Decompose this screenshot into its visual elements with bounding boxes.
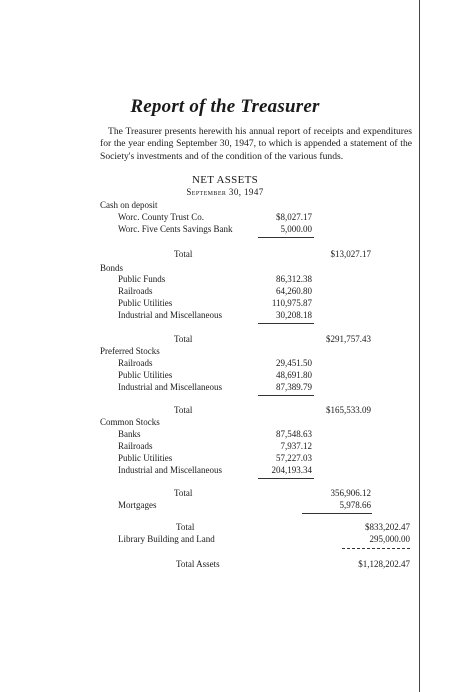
total-label: Total xyxy=(174,249,193,259)
row-value: 7,937.12 xyxy=(280,441,312,451)
row-value: 5,000.00 xyxy=(280,224,312,234)
subtotal-rule xyxy=(258,395,314,396)
table-row-total xyxy=(0,521,450,533)
net-assets-date: September 30, 1947 xyxy=(186,187,264,197)
subtotal-rule xyxy=(258,237,314,238)
table-row xyxy=(0,297,450,309)
row-label: Library Building and Land xyxy=(118,534,215,544)
common-section-label: Common Stocks xyxy=(100,417,160,427)
report-intro: The Treasurer presents herewith his annual report of receipts and expenditures for the year ending September 30, 1947, to which is appended a statement of the Society's investments and of the condition of the various funds. xyxy=(100,126,412,162)
table-row xyxy=(0,381,450,393)
row-label: Banks xyxy=(118,429,141,439)
row-label: Industrial and Miscellaneous xyxy=(118,310,222,320)
row-value: 87,548.63 xyxy=(276,429,312,439)
table-row-total xyxy=(0,404,450,416)
cash-section-label: Cash on deposit xyxy=(100,200,158,210)
subtotal-rule xyxy=(302,513,372,514)
total-value: $13,027.17 xyxy=(330,249,371,259)
subtotal-rule xyxy=(258,323,314,324)
row-label: Industrial and Miscellaneous xyxy=(118,382,222,392)
total-value: $291,757.43 xyxy=(326,334,371,344)
table-row-total xyxy=(0,333,450,345)
total-label: Total xyxy=(174,405,193,415)
row-value: 110,975.87 xyxy=(271,298,312,308)
bonds-section-label: Bonds xyxy=(100,263,124,273)
row-value: 29,451.50 xyxy=(276,358,312,368)
table-row xyxy=(0,211,450,223)
table-row xyxy=(0,440,450,452)
total-label: Total xyxy=(174,334,193,344)
table-row-grand-total xyxy=(0,558,450,570)
total-label: Total xyxy=(174,488,193,498)
table-row xyxy=(0,273,450,285)
row-label: Railroads xyxy=(118,286,153,296)
total-value: $833,202.47 xyxy=(365,522,410,532)
table-row xyxy=(0,309,450,321)
row-value: 87,389.79 xyxy=(276,382,312,392)
table-row xyxy=(0,452,450,464)
table-row xyxy=(0,428,450,440)
table-row xyxy=(0,223,450,235)
total-label: Total Assets xyxy=(176,559,220,569)
row-value: 64,260.80 xyxy=(276,286,312,296)
row-label: Public Utilities xyxy=(118,453,173,463)
row-label: Mortgages xyxy=(118,500,157,510)
row-value: 48,691.80 xyxy=(276,370,312,380)
row-value: 295,000.00 xyxy=(369,534,410,544)
table-row-total xyxy=(0,487,450,499)
row-label: Railroads xyxy=(118,358,153,368)
preferred-section-label: Preferred Stocks xyxy=(100,346,160,356)
row-label: Industrial and Miscellaneous xyxy=(118,465,222,475)
row-value: 204,193.34 xyxy=(271,465,312,475)
total-label: Total xyxy=(176,522,195,532)
row-label: Worc. Five Cents Savings Bank xyxy=(118,224,233,234)
table-row xyxy=(0,533,450,545)
row-label: Worc. County Trust Co. xyxy=(118,212,205,222)
row-value: 57,227.03 xyxy=(276,453,312,463)
row-label: Public Funds xyxy=(118,274,166,284)
table-row-total xyxy=(0,248,450,260)
report-title: Report of the Treasurer xyxy=(130,96,320,117)
row-label: Railroads xyxy=(118,441,153,451)
total-value: 356,906.12 xyxy=(330,488,371,498)
row-value: 30,208.18 xyxy=(276,310,312,320)
row-label: Public Utilities xyxy=(118,370,173,380)
total-value: $165,533.09 xyxy=(326,405,371,415)
row-label: Public Utilities xyxy=(118,298,173,308)
row-value: 5,978.66 xyxy=(339,500,371,510)
table-row xyxy=(0,357,450,369)
table-row xyxy=(0,285,450,297)
table-row xyxy=(0,499,450,511)
row-value: 86,312.38 xyxy=(276,274,312,284)
table-row xyxy=(0,464,450,476)
row-value: $8,027.17 xyxy=(276,212,312,222)
table-row xyxy=(0,369,450,381)
net-assets-heading: NET ASSETS xyxy=(191,174,259,186)
total-dashed-rule xyxy=(342,548,410,549)
subtotal-rule xyxy=(258,478,314,479)
total-value: $1,128,202.47 xyxy=(358,559,410,569)
